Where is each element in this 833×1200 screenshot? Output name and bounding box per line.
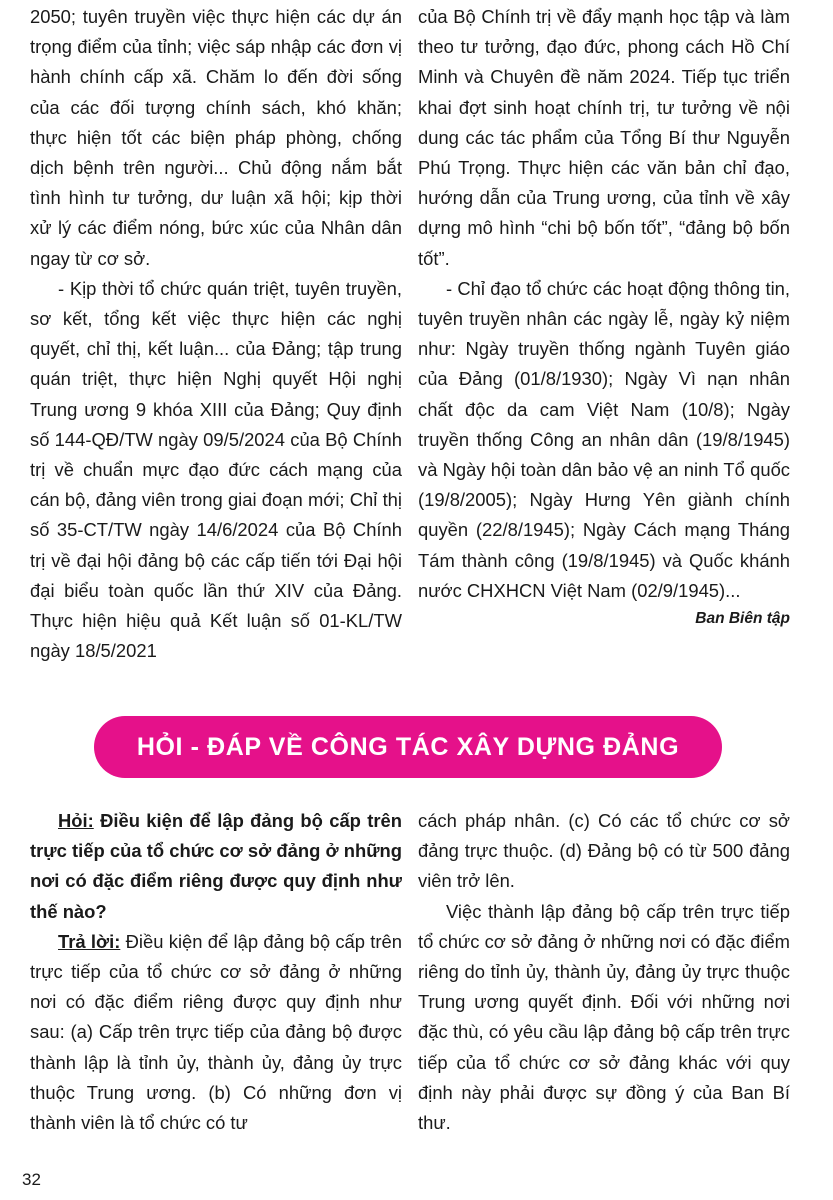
answer-continuation: cách pháp nhân. (c) Có các tổ chức cơ sở đảng trực thuộc. (d) Đảng bộ có từ 500 đảng viên trở lên. — [418, 810, 790, 892]
qa-left-column — [30, 806, 402, 1138]
article-paragraph: 2050; tuyên truyền việc thực hiện các dự án trọng điểm của tỉnh; việc sáp nhập các đơn vị hành chính cấp xã. Chăm lo đến đời sống của các đối tượng chính sách, khó khăn; thực hiện tốt các biện pháp phòng, chống dịch bệnh trên người... Chủ động nắm bắt tình hình tư tưởng, dư luận xã hội; kịp thời xử lý các điểm nóng, bức xúc của Nhân dân ngay từ cơ sở. — [30, 6, 402, 269]
article-paragraph: - Kịp thời tổ chức quán triệt, tuyên truyền, sơ kết, tổng kết việc thực hiện các nghị quyết, chỉ thị, kết luận... của Đảng; tập trung quán triệt, thực hiện Nghị quyết Hội nghị Trung ương 9 khóa XIII của Đảng; Quy định số 144-QĐ/TW ngày 09/5/2024 của Bộ Chính trị về chuẩn mực đạo đức cách mạng của cán bộ, đảng viên trong giai đoạn mới; Chỉ thị số 35-CT/TW ngày 14/6/2024 của Bộ Chính trị về đại hội đảng bộ các cấp tiến tới Đại hội đại biểu toàn quốc lần thứ XIV của Đảng. Thực hiện hiệu quả Kết luận số 01-KL/TW ngày 18/5/2021 — [30, 277, 402, 662]
section-banner — [94, 716, 722, 778]
question-text: Điều kiện để lập đảng bộ cấp trên trực tiếp của tổ chức cơ sở đảng ở những nơi có đặc điểm riêng được quy định như thế nào? — [30, 810, 402, 922]
article-right-column — [418, 2, 790, 632]
section-banner-title: HỎI - ĐÁP VỀ CÔNG TÁC XÂY DỰNG ĐẢNG — [136, 732, 680, 761]
page-number: 32 — [22, 1170, 41, 1189]
answer-label: Trả lời: — [58, 930, 121, 952]
question-paragraph — [30, 806, 402, 927]
answer-paragraph: Việc thành lập đảng bộ cấp trên trực tiếp tổ chức cơ sở đảng ở những nơi có đặc điểm riêng do tỉnh ủy, thành ủy, đảng ủy trực thuộc Trung ương quyết định. Đối với những nơi đặc thù, có yêu cầu lập đảng bộ cấp trên trực tiếp của tổ chức cơ sở đảng khác với quy định này phải được sự đồng ý của Ban Bí thư. — [418, 900, 790, 1134]
article-paragraph: của Bộ Chính trị về đẩy mạnh học tập và làm theo tư tưởng, đạo đức, phong cách Hồ Chí Minh và Chuyên đề năm 2024. Tiếp tục triển khai đợt sinh hoạt chính trị, tư tưởng về nội dung các tác phẩm của Tổng Bí thư Nguyễn Phú Trọng. Thực hiện các văn bản chỉ đạo, hướng dẫn của Trung ương, của tỉnh về xây dựng mô hình “chi bộ bốn tốt”, “đảng bộ bốn tốt”. — [418, 6, 790, 269]
article-signature: Ban Biên tập — [695, 610, 790, 628]
answer-text: Điều kiện để lập đảng bộ cấp trên trực tiếp của tổ chức cơ sở đảng ở những nơi có đặc điểm riêng được quy định như sau: (a) Cấp trên trực tiếp của đảng bộ được thành lập là tỉnh ủy, thành ủy, đảng ủy trực thuộc Trung ương. (b) Có những đơn vị thành viên là tổ chức có tư — [30, 930, 402, 1134]
article-left-column — [30, 2, 402, 666]
article-paragraph: - Chỉ đạo tổ chức các hoạt động thông tin, tuyên truyền nhân các ngày lễ, ngày kỷ niệm như: Ngày truyền thống ngành Tuyên giáo của Đảng (01/8/1930); Ngày Vì nạn nhân chất độc da cam Việt Nam (10/8); Ngày truyền thống Công an nhân dân (19/8/1945) và Ngày hội toàn dân bảo vệ an ninh Tổ quốc (19/8/2005); Ngày Hưng Yên giành chính quyền (22/8/1945); Ngày Cách mạng Tháng Tám thành công (19/8/1945) và Quốc khánh nước CHXHCN Việt Nam (02/9/1945)... — [418, 277, 790, 601]
qa-right-column — [418, 806, 790, 1138]
answer-paragraph — [30, 927, 402, 1138]
question-label: Hỏi: — [58, 810, 94, 831]
